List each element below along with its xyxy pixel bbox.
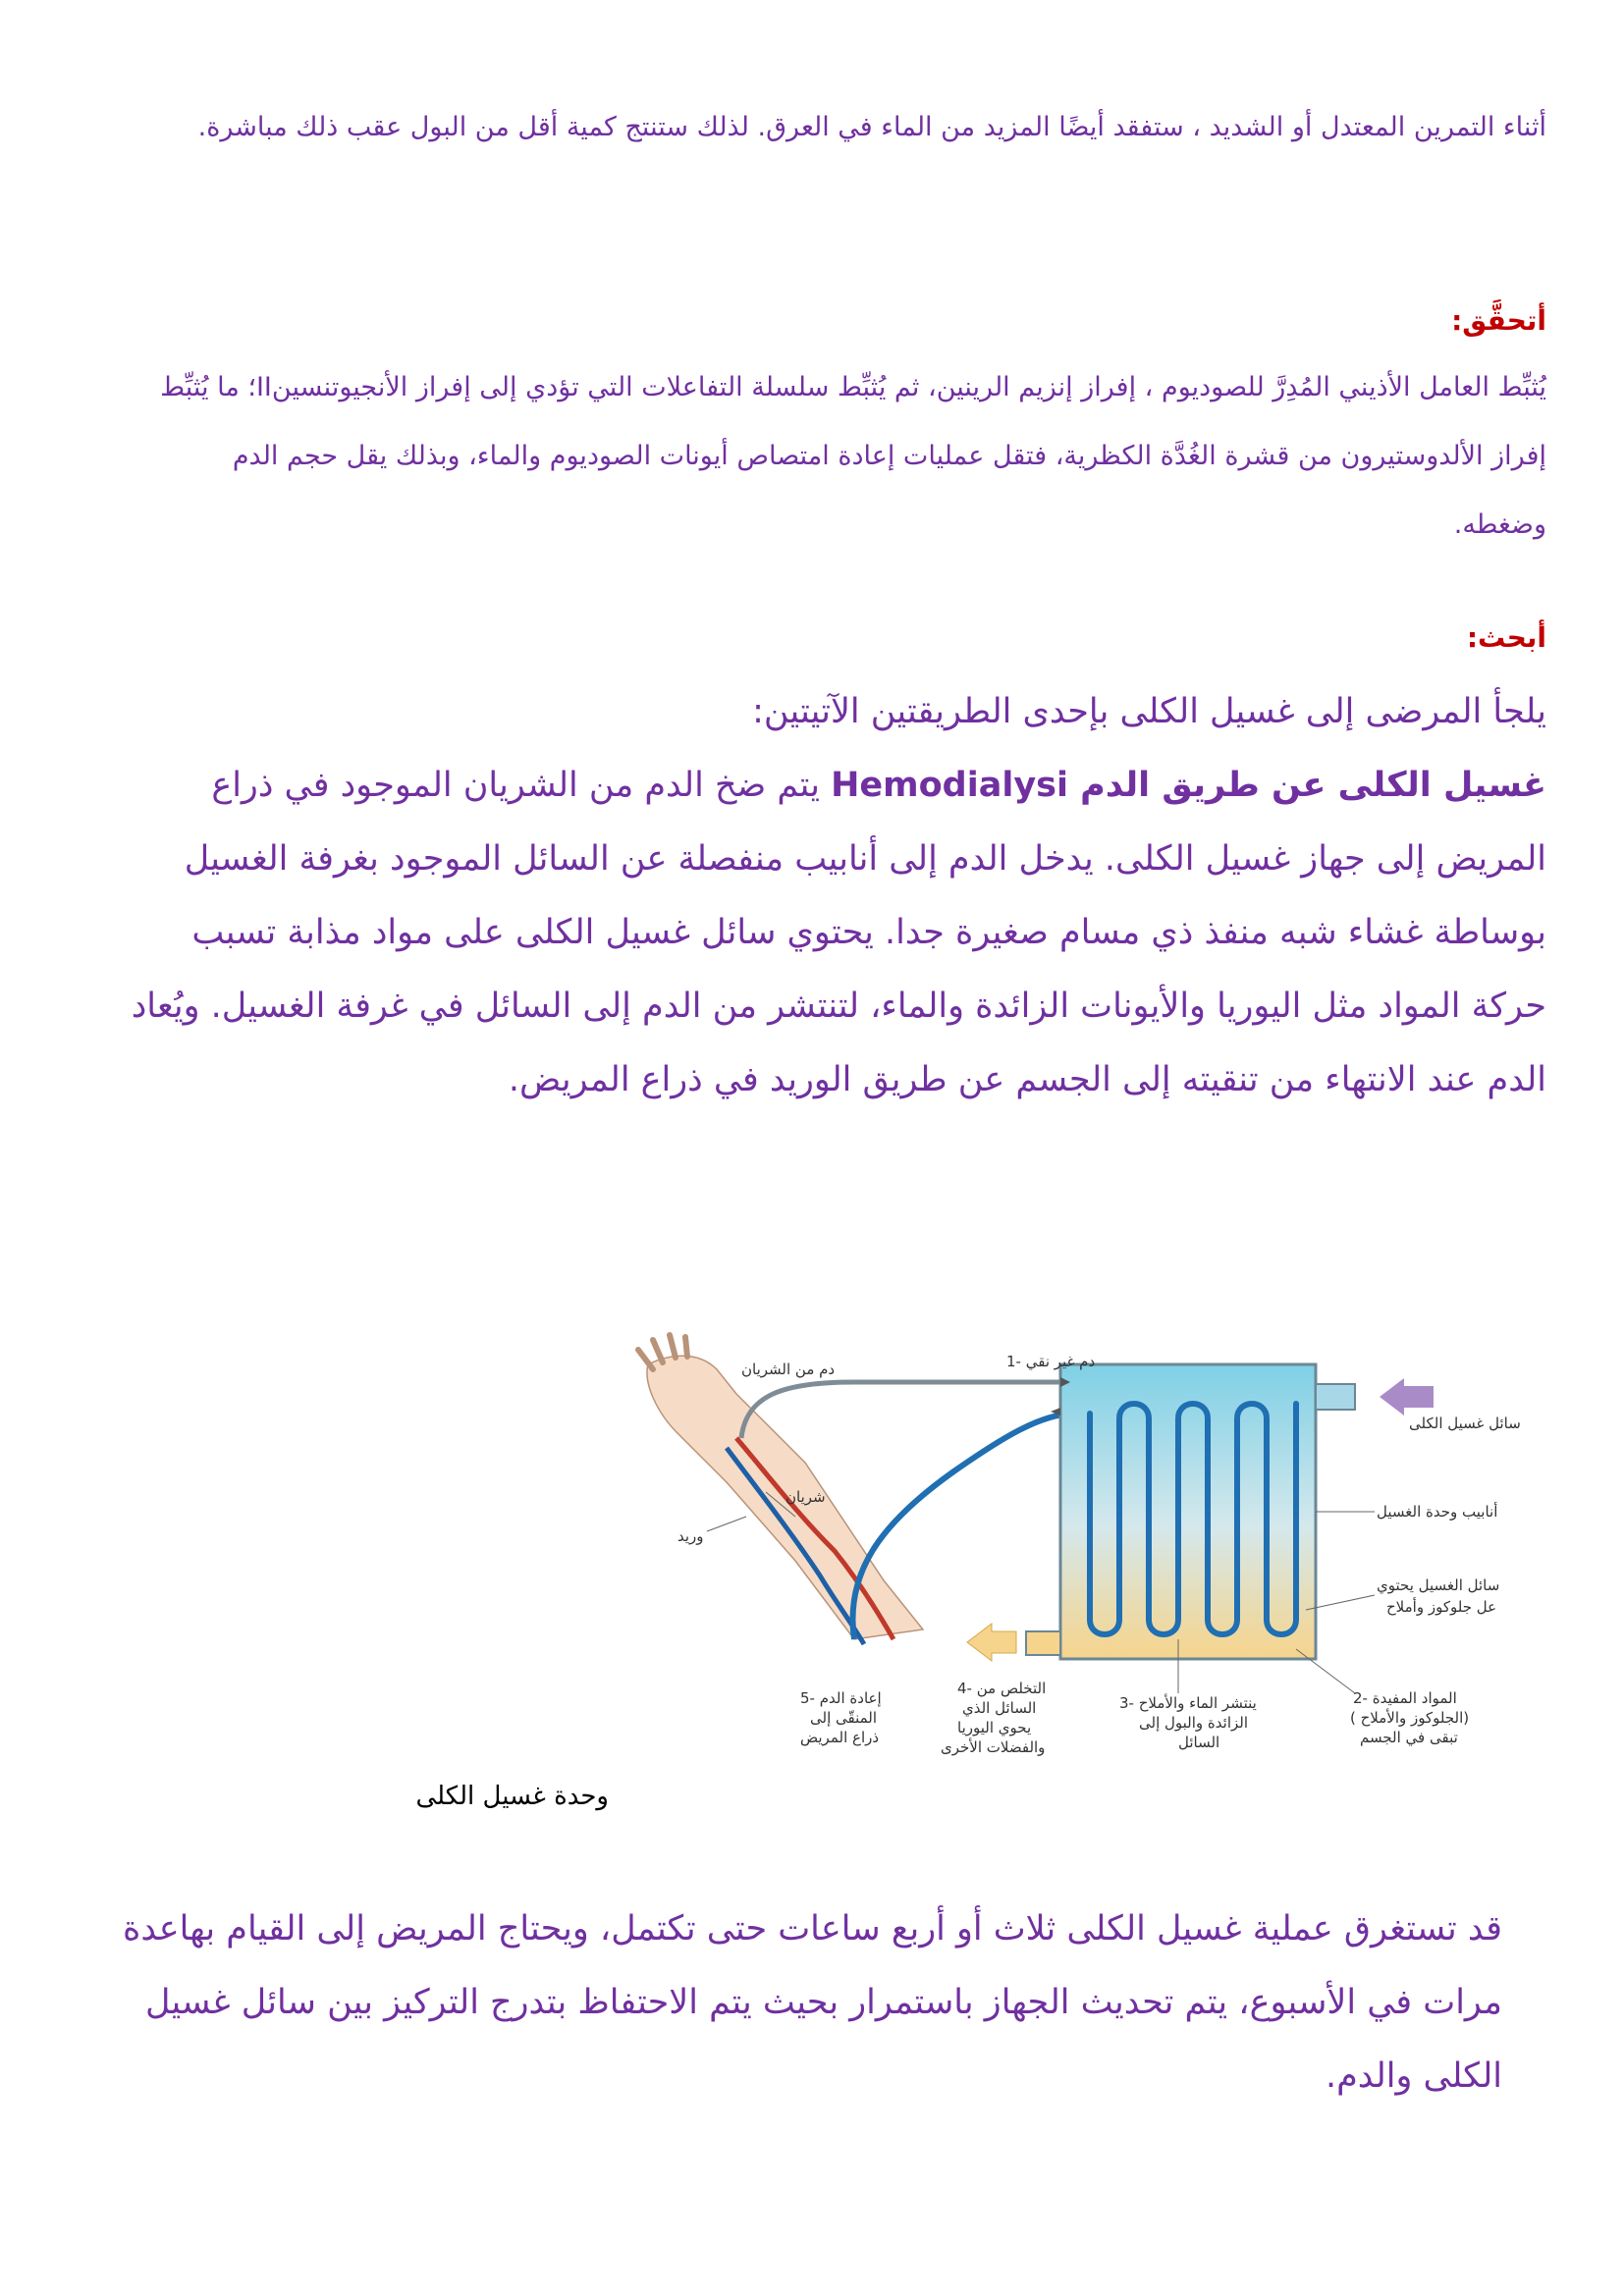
dialyzer-tank — [1060, 1364, 1316, 1659]
label-arterial-blood: دم من الشريان — [741, 1361, 836, 1378]
label-step4-1: 4- التخلص من — [957, 1680, 1047, 1697]
research-heading: أبحث: — [1466, 621, 1546, 654]
check-heading: أتحقَّق: — [1451, 304, 1546, 337]
label-step2-2: ( الجلوكوز والأملاح) — [1350, 1709, 1470, 1727]
label-fluid-contains-1: سائل الغسيل يحتوي — [1377, 1576, 1500, 1594]
figure-caption: وحدة غسيل الكلى — [415, 1782, 609, 1811]
fluid-in-arrow — [1380, 1378, 1434, 1415]
label-impure-blood: 1- دم غير نقي — [1006, 1353, 1096, 1370]
label-artery: شريان — [785, 1488, 826, 1506]
label-vein: وريد — [677, 1527, 704, 1545]
label-step5-2: المنقّى إلى — [810, 1709, 878, 1727]
check-paragraph: يُثبِّط العامل الأذيني المُدِرَّ للصوديوم ، إفراز إنزيم الرينين، ثم يُثبِّط سلسلة التفاعلات التي تؤدي إلى إفراز الأنجيوتنسينII؛ ما يُثبِّط إفراز الألدوستيرون من قشرة الغُدَّة الكظرية، فتقل عمليات إعادة امتصاص أيونات الصوديوم والماء، وبذلك يقل حجم الدم وضغطه. — [160, 372, 1546, 540]
label-step4-2: السائل الذي — [962, 1699, 1037, 1717]
label-tubes: أنابيب وحدة الغسيل — [1377, 1503, 1498, 1521]
research-lead: يلجأ المرضى إلى غسيل الكلى بإحدى الطريقتين الآتيتين: — [752, 692, 1546, 731]
label-step5-3: ذراع المريض — [800, 1729, 880, 1746]
closing-paragraph: قد تستغرق عملية غسيل الكلى ثلاث أو أربع ساعات حتى تكتمل، ويحتاج المريض إلى القيام بهاعدة مرات في الأسبوع، يتم تحديث الجهاز باستمرار بحيث يتم الاحتفاظ بتدرج التركيز بين سائل غسيل الكلى والدم. — [123, 1909, 1502, 2096]
hemodialysis-text: يتم ضخ الدم من الشريان الموجود في ذراع المريض إلى جهاز غسيل الكلى. يدخل الدم إلى أنابيب منفصلة عن السائل الموجود بغرفة الغسيل بوساطة غشاء شبه منفذ ذي مسام صغيرة جدا. يحتوي سائل غسيل الكلى على مواد مذابة تسبب حركة المواد مثل اليوريا والأيونات الزائدة والماء، لتنتشر من الدم إلى السائل في غرفة الغسيل. ويُعاد الدم عند الانتهاء من تنقيته إلى الجسم عن طريق الوريد في ذراع المريض. — [131, 766, 1546, 1099]
fluid-out-arrow — [967, 1624, 1016, 1661]
label-step5-1: 5- إعادة الدم — [800, 1689, 882, 1707]
dialysis-diagram — [628, 1325, 1542, 1777]
label-step3-1: 3- ينتشر الماء والأملاح — [1119, 1694, 1257, 1712]
label-fluid-contains-2: عل جلوكوز وأملاح — [1386, 1598, 1497, 1616]
label-step2-1: 2- المواد المفيدة — [1353, 1689, 1457, 1707]
label-step4-3: يحوي اليوريا — [957, 1719, 1032, 1736]
label-dialysis-fluid: سائل غسيل الكلى — [1409, 1415, 1521, 1432]
label-step3-3: السائل — [1178, 1734, 1220, 1751]
hemodialysis-term: غسيل الكلى عن طريق الدم Hemodialysi — [831, 766, 1546, 805]
intro-paragraph: أثناء التمرين المعتدل أو الشديد ، ستفقد أيضًا المزيد من الماء في العرق. لذلك ستنتج كمية أقل من البول عقب ذلك مباشرة. — [197, 112, 1546, 142]
label-step2-3: تبقى في الجسم — [1360, 1729, 1458, 1746]
label-step3-2: الزائدة والبول إلى — [1139, 1714, 1249, 1732]
label-step4-4: والفضلات الأخرى — [941, 1738, 1046, 1756]
hemodialysis-paragraph — [108, 749, 1546, 1117]
